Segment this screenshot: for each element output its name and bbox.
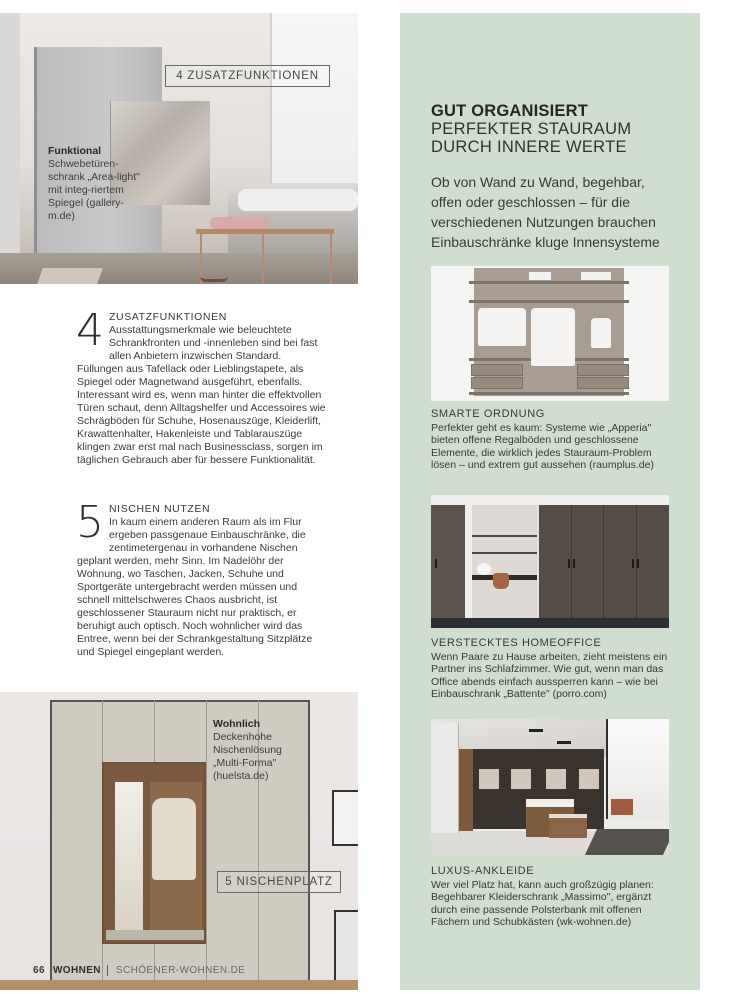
panel-kicker: GUT ORGANISIERT: [431, 102, 589, 120]
photo-wall: [0, 13, 20, 273]
photo-handle: [568, 559, 570, 568]
photo-hanging-clothes: [511, 769, 531, 789]
photo-walk-in-closet: [431, 719, 669, 855]
photo-niche-seat: [106, 930, 204, 940]
photo-window: [270, 13, 358, 188]
panel-item-verstecktes-homeoffice: [431, 637, 671, 701]
photo-chair: [493, 573, 509, 589]
photo-office-niche: [472, 505, 537, 618]
photo-cabinet-doors: [539, 505, 669, 618]
photo-wall: [431, 723, 459, 833]
section-body: In kaum einem anderen Raum als im Flur ergeben passgenaue Einbauschränke, die zentimetergenau in vorhandene Nischen geplant werden, mehr Sinn. Im Nadelöhr der Wohnung, wo Taschen, Jacken, Schuhe und Sportgeräte untergebracht werden müssen und schnell mittelschweres Chaos ausbricht, ist geschlossener Stauraum nicht nur praktisch, er beruhigt auch optisch. Noch wohnlicher wird das Entree, wenn bei der Schrankgestaltung Sitzplätze und Spiegel eingeplant werden.: [77, 516, 313, 658]
photo-ceiling-light: [557, 741, 571, 744]
item-text: Wer viel Platz hat, kann auch großzügig planen: Begehbarer Kleiderschrank „Massimo", ergänzt durch eine passende Polsterbank mit offenen Fächern und Schubkästen (wk-wohnen.de): [431, 878, 654, 928]
item-text: Perfekter geht es kaum: Systeme wie „Apperia" bieten offene Regalböden und geschlossene Elemente, die wirklich jedes Stauraum-Problem lösen – und extrem gut aussehen (raumplus.de): [431, 421, 654, 471]
caption-bold: Funktional: [48, 145, 102, 157]
caption-bold: Wohnlich: [213, 718, 261, 730]
photo-handle: [435, 559, 437, 568]
section-title: NISCHEN NUTZEN: [109, 503, 211, 515]
photo-bags: [591, 318, 611, 348]
photo-shelf: [469, 392, 629, 395]
photo-door-seam: [571, 505, 572, 618]
section-number: 4: [76, 305, 104, 356]
photo-label-zusatzfunktionen: 4 ZUSATZFUNKTIONEN: [165, 65, 330, 87]
item-text: Wenn Paare zu Hause arbeiten, zieht meistens ein Partner ins Schlafzimmer. Wie gut, wenn man das Office abends einfach aussperren kann – wie bei Einbauschrank „Battente" (porro.com): [431, 650, 668, 700]
photo-ceiling: [431, 495, 669, 505]
photo-box: [581, 272, 611, 280]
photo-shelf: [472, 552, 537, 554]
photo-hanging-clothes: [579, 769, 599, 789]
section-nischen-nutzen: [76, 497, 327, 659]
photo-box: [529, 272, 551, 280]
photo-drawer: [577, 364, 629, 376]
photo-dresses: [531, 308, 575, 366]
photo-drawer: [471, 364, 523, 376]
photo-ceiling-light: [529, 729, 543, 732]
caption-text: Deckenhohe Nischenlösung „Multi-Forma" (huelsta.de): [213, 731, 282, 782]
page-footer: [33, 965, 245, 976]
photo-pillow: [210, 217, 270, 229]
sidebar-panel-gut-organisiert: [400, 13, 700, 990]
photo-hanging-clothes: [479, 769, 499, 789]
photo-handle: [573, 559, 575, 568]
photo-hidden-homeoffice: [431, 495, 669, 628]
section-body: Ausstattungsmerkmale wie beleuchtete Schrankfronten und -innenleben sind bei fast allen Anbietern inzwischen Standard. Füllungen aus Tafellack oder Lieblingstapete, als Spiegel oder Magnetwand ausgeführt, ebenfalls. Interessant wird es, wenn man hinter die effektvollen Türen schaut, denn Alltagshelfer und Accessoires wie Schrägböden für Schuhe, Hosenauszüge, Kleiderlift, Krawattenhalter, Hakenleiste und Tablarauszüge klingen zwar erst mal nach Businessclass, sorgen im täglichen Gebrauch aber für bessere Funktionalität.: [77, 324, 326, 466]
photo-bench: [196, 229, 334, 234]
photo-island-top: [526, 799, 574, 807]
photo-label-nischenplatz: 5 NISCHENPLATZ: [217, 871, 341, 893]
photo-floor: [0, 980, 358, 990]
photo-picture-frame: [334, 910, 358, 986]
photo-rug: [585, 829, 669, 855]
photo-hanging-clothes: [546, 769, 566, 789]
footer-website: SCHÖENER-WOHNEN.DE: [115, 965, 246, 976]
section-title: ZUSATZFUNKTIONEN: [109, 311, 227, 323]
photo-bench-leg: [262, 234, 264, 284]
photo-caption-top: [48, 145, 148, 223]
page-number: 66: [33, 965, 45, 976]
photo-garment: [152, 798, 196, 880]
photo-shelf: [472, 535, 537, 537]
photo-shoes: [200, 268, 228, 282]
photo-door-seam: [603, 505, 604, 618]
panel-headline: PERFEKTER STAURAUM DURCH INNERE WERTE: [431, 120, 632, 156]
panel-intro: Ob von Wand zu Wand, begehbar, offen oder geschlossen – für die verschiedenen Nutzungen brauchen Einbauschränke kluge Innensysteme: [431, 174, 660, 250]
item-title: LUXUS-ANKLEIDE: [431, 865, 535, 877]
photo-wood-panel: [459, 749, 473, 831]
photo-shirts: [478, 308, 526, 346]
photo-picture-frame: [332, 790, 358, 846]
item-title: SMARTE ORDNUNG: [431, 408, 545, 420]
photo-door-seam: [206, 700, 207, 990]
photo-niche-mirror: [115, 782, 143, 932]
footer-section: WOHNEN: [53, 965, 108, 976]
photo-blanket: [238, 189, 358, 211]
photo-book: [37, 268, 103, 284]
item-title: VERSTECKTES HOMEOFFICE: [431, 637, 602, 649]
photo-caption-bottom: [213, 718, 308, 783]
section-zusatzfunktionen: [76, 305, 327, 467]
photo-drawer: [471, 377, 523, 389]
photo-bed: [611, 799, 633, 815]
photo-open-shelving: [431, 266, 669, 401]
photo-shelf: [469, 300, 629, 303]
photo-lamp: [477, 563, 491, 575]
photo-handle: [632, 559, 634, 568]
panel-item-luxus-ankleide: [431, 865, 671, 929]
photo-bench: [549, 814, 587, 838]
photo-drawer: [577, 377, 629, 389]
photo-bench-leg: [330, 234, 332, 284]
caption-text: Schwebetüren-schrank „Area-light" mit integ-riertem Spiegel (gallery-m.de): [48, 158, 140, 222]
photo-floor: [431, 618, 669, 628]
photo-shelf: [469, 281, 629, 284]
section-number: 5: [76, 497, 104, 548]
photo-handle: [637, 559, 639, 568]
photo-open-door: [465, 505, 472, 618]
panel-item-smarte-ordnung: [431, 408, 671, 472]
